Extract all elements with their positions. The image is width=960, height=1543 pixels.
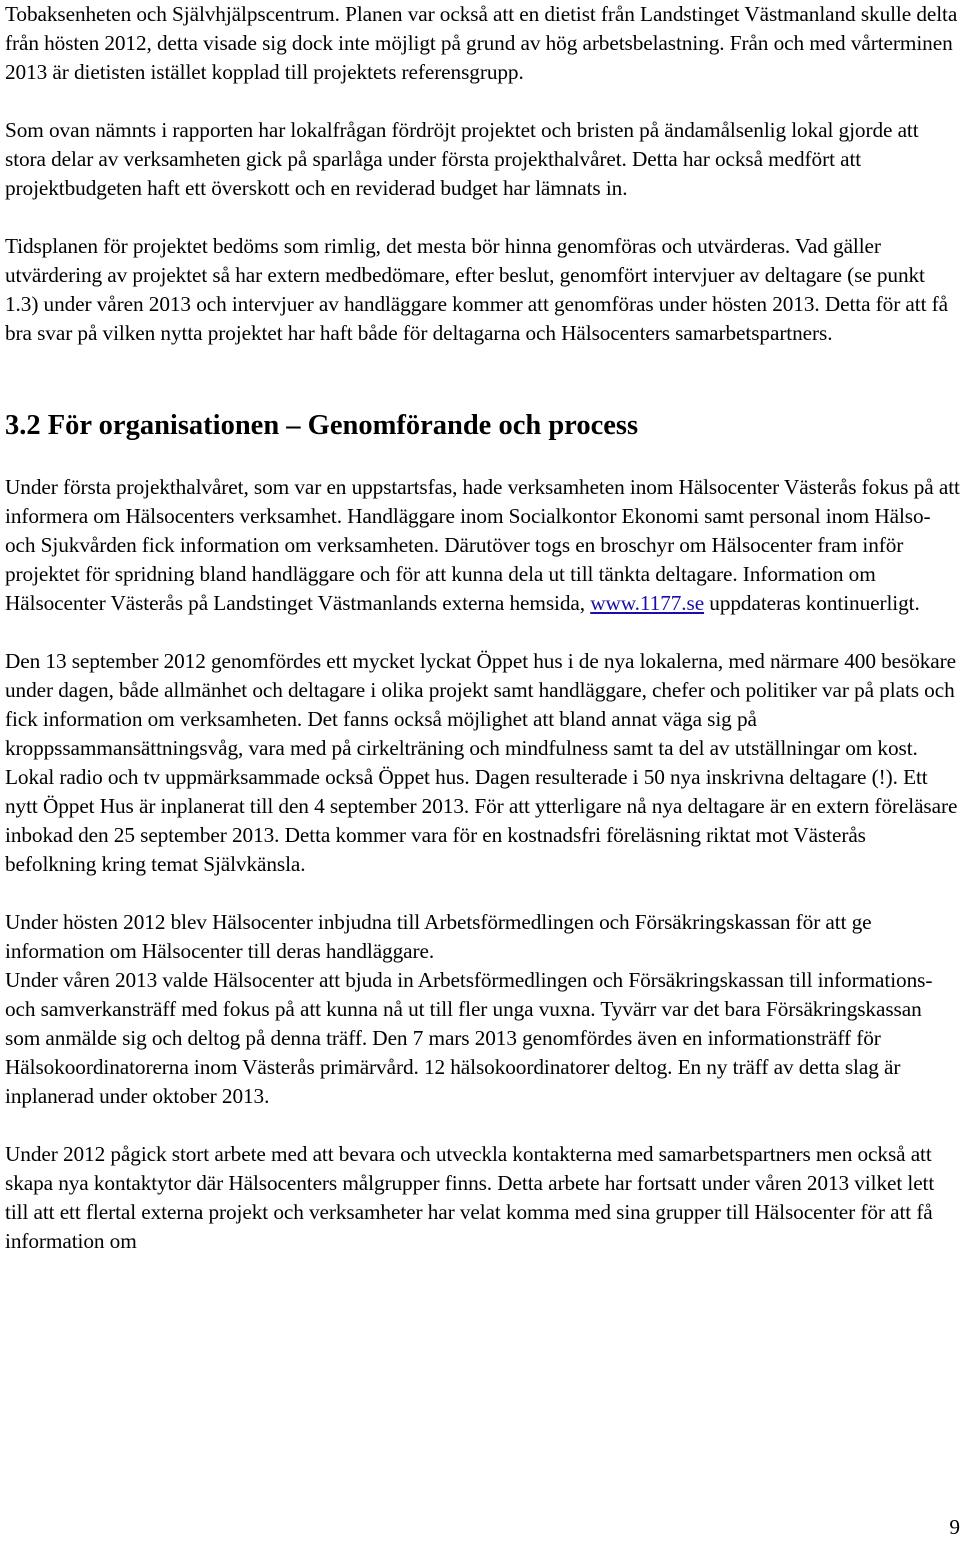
paragraph-text: Under första projekthalvåret, som var en uppstartsfas, hade verksamheten inom Hälsocenter Västerås fokus på att informera om Hälsocenters verksamhet. Handläggare inom Socialkontor Ekonomi samt personal inom Hälso- och Sjukvården fick information om verksamheten. Därutöver togs en broschyr om Hälsocenter fram inför projektet för spridning bland handläggare och för att kunna dela ut till tänkta deltagare. Information om Hälsocenter Västerås på Landstinget Västmanlands externa hemsida, [5, 475, 960, 615]
paragraph-varen-2013: Under våren 2013 valde Hälsocenter att bjuda in Arbetsförmedlingen och Försäkringskassan till informations- och samverkansträff med fokus på att kunna nå ut till fler unga vuxna. Tyvärr var det bara Försäkringskassan som anmälde sig och deltog på denna träff. Den 7 mars 2013 genomfördes även en informationsträff för Hälsokoordinatorerna inom Västerås primärvård. 12 hälsokoordinatorer deltog. En ny träff av detta slag är inplanerad under oktober 2013. [5, 968, 933, 1108]
paragraph-hosten-2012: Under hösten 2012 blev Hälsocenter inbjudna till Arbetsförmedlingen och Försäkringskassan för att ge information om Hälsocenter till deras handläggare. [5, 910, 872, 963]
paragraph-under-2012: Under 2012 pågick stort arbete med att bevara och utveckla kontakterna med samarbetspartners men också att skapa nya kontaktytor där Hälsocenters målgrupper finns. Detta arbete har fortsatt under våren 2013 vilket lett till att ett flertal externa projekt och verksamheter har velat komma med sina grupper till Hälsocenter för att få information om [5, 1142, 935, 1253]
paragraph-tobaksenheten: Tobaksenheten och Självhjälpscentrum. Planen var också att en dietist från Landstinget Västmanland skulle delta från hösten 2012, detta visade sig dock inte möjligt på grund av hög arbetsbelastning. Från och med vårterminen 2013 är dietisten istället kopplad till projektets referensgrupp. [5, 2, 958, 84]
paragraph-text: uppdateras kontinuerligt. [704, 591, 920, 615]
section-heading: 3.2 För organisationen – Genomförande och process [5, 410, 639, 441]
paragraph-tidsplanen: Tidsplanen för projektet bedöms som rimlig, det mesta bör hinna genomföras och utvärderas. Vad gäller utvärdering av projektet så har extern medbedömare, efter beslut, genomfört intervjuer av deltagare (se punkt 1.3) under våren 2013 och intervjuer av handläggare kommer att genomföras under hösten 2013. Detta för att få bra svar på vilken nytta projektet har haft både för deltagarna och Hälsocenters samarbetspartners. [5, 234, 948, 345]
page-number: 9 [949, 1515, 960, 1539]
paragraph-forsta-projekthalvaret [5, 473, 960, 618]
paragraph-oppet-hus: Den 13 september 2012 genomfördes ett mycket lyckat Öppet hus i de nya lokalerna, med närmare 400 besökare under dagen, både allmänhet och deltagare i olika projekt samt handläggare, chefer och politiker var på plats och fick information om verksamheten. Det fanns också möjlighet att bland annat väga sig på kroppssammansättningsvåg, vara med på cirkelträning och mindfulness samt ta del av utställningar om kost. Lokal radio och tv uppmärksammade också Öppet hus. Dagen resulterade i 50 nya inskrivna deltagare (!). Ett nytt Öppet Hus är inplanerat till den 4 september 2013. För att ytterligare nå nya deltagare är en extern föreläsare inbokad den 25 september 2013. Detta kommer vara för en kostnadsfri föreläsning riktat mot Västerås befolkning kring temat Självkänsla. [5, 649, 958, 876]
document-page [5, 0, 960, 1539]
link-1177[interactable]: www.1177.se [590, 591, 705, 615]
paragraph-lokalfragan: Som ovan nämnts i rapporten har lokalfrågan fördröjt projektet och bristen på ändamålsenlig lokal gjorde att stora delar av verksamheten gick på sparlåga under första projekthalvåret. Detta har också medfört att projektbudgeten haft ett överskott och en reviderad budget har lämnats in. [5, 118, 919, 200]
